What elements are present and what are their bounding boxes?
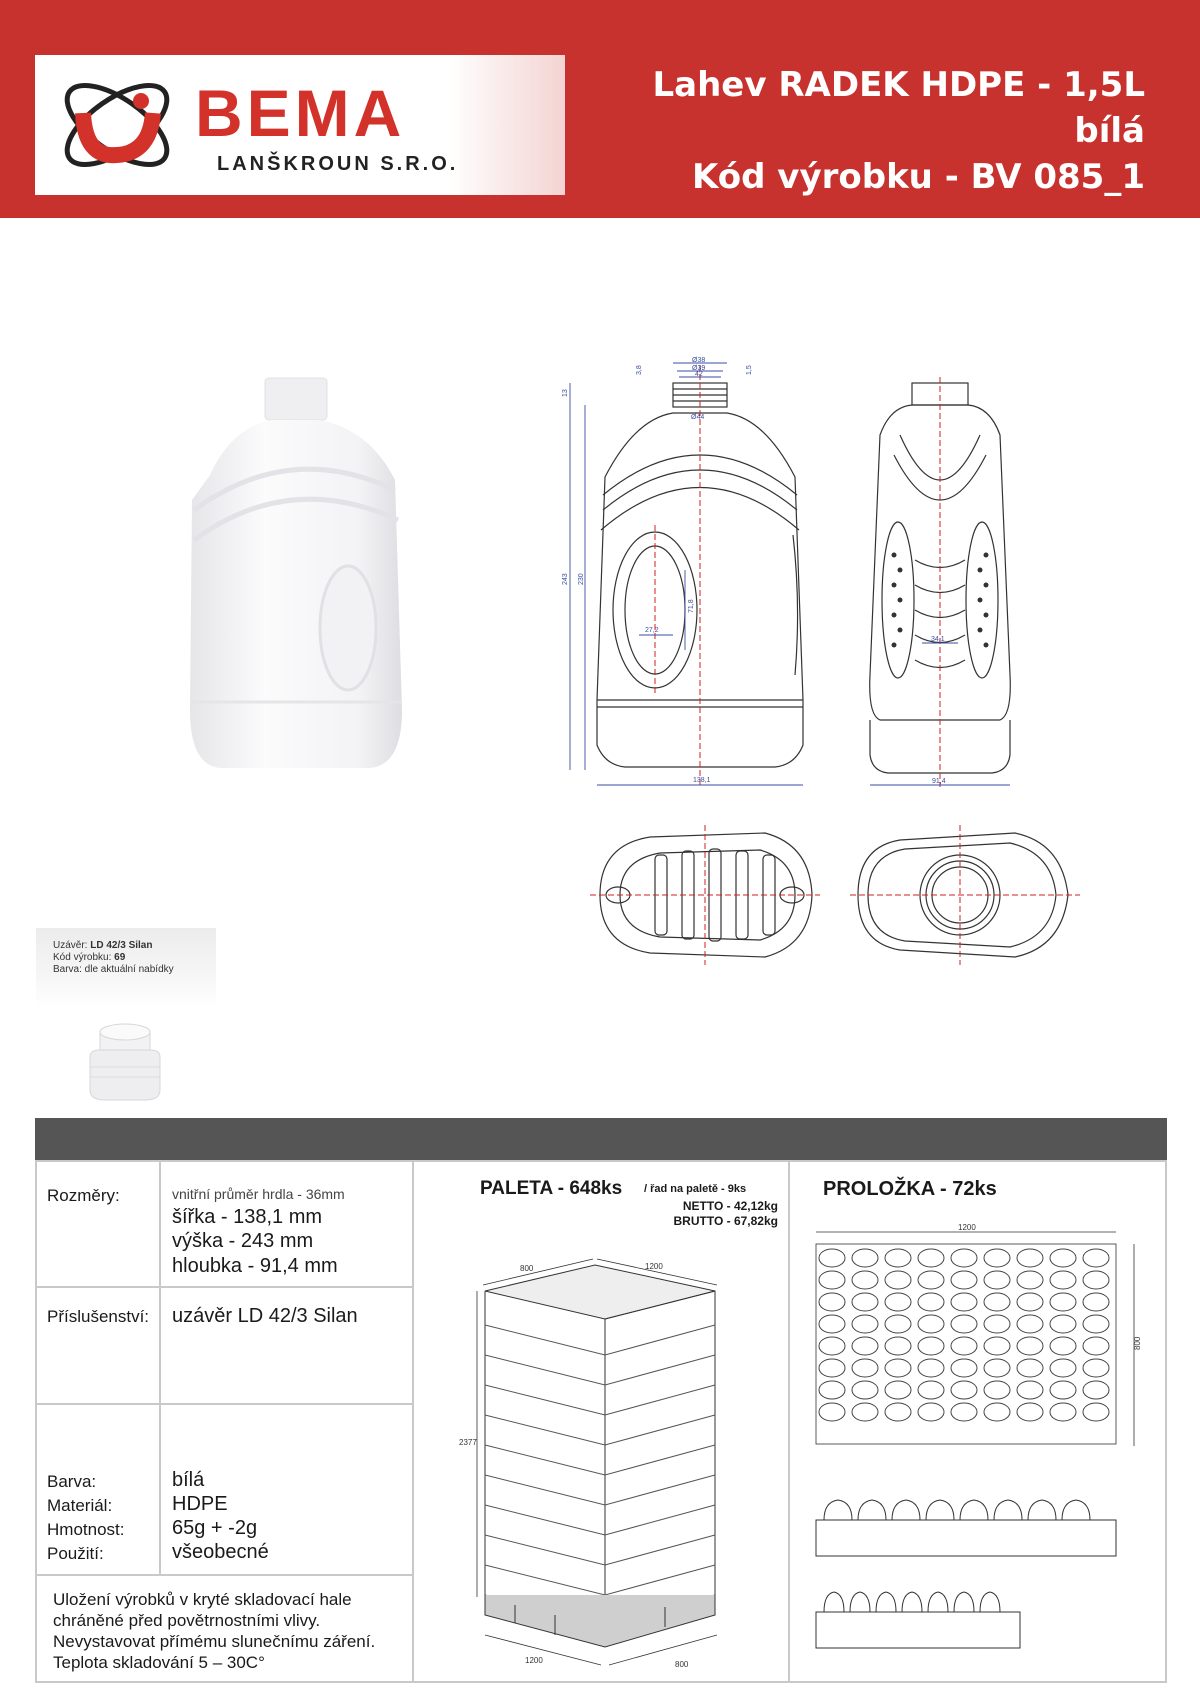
dim-3-8: 3,8 — [636, 365, 643, 375]
material-value: HDPE — [172, 1493, 228, 1515]
dim-91-4: 91,4 — [932, 778, 946, 785]
storage-line-1: Uložení výrobků v kryté skladovací hale — [53, 1590, 352, 1609]
depth-value: hloubka - 91,4 mm — [172, 1255, 338, 1277]
palette-brutto: BRUTTO - 67,82kg — [673, 1214, 778, 1228]
dim-71-8: 71,8 — [688, 599, 695, 613]
cap-line-code — [53, 952, 199, 964]
dim-d44: Ø44 — [691, 414, 705, 421]
technical-drawing-front — [545, 345, 825, 795]
dim-230: 230 — [578, 573, 585, 585]
prolozka-drawing — [810, 1220, 1150, 1650]
palette-dim-800-top: 800 — [520, 1264, 534, 1273]
hmotnost-label: Hmotnost: — [47, 1520, 125, 1539]
cap-info-card — [36, 928, 216, 1008]
palette-dim-800-bottom: 800 — [675, 1660, 689, 1669]
palette-dim-1200-top: 1200 — [645, 1262, 663, 1271]
height-value: výška - 243 mm — [172, 1230, 314, 1252]
prolozka-title: PROLOŽKA - 72ks — [823, 1178, 997, 1200]
palette-netto: NETTO - 42,12kg — [682, 1199, 778, 1213]
prislusenstvi-value: uzávěr LD 42/3 Silan — [172, 1305, 358, 1327]
company-logo — [35, 55, 565, 195]
pouziti-value: všeobecné — [172, 1541, 269, 1563]
material-label: Materiál: — [47, 1496, 113, 1515]
bottle-photo — [170, 370, 430, 780]
dim-42: 42 — [695, 371, 703, 378]
title-line-3: Kód výrobku - BV 085_1 — [692, 157, 1145, 197]
prolozka-dim-height: 800 — [1133, 1336, 1142, 1350]
palette-drawing — [455, 1235, 745, 1675]
storage-note — [53, 1589, 413, 1673]
cap-closure-value: LD 42/3 Silan — [90, 940, 153, 951]
cap-code-value: 69 — [114, 952, 126, 963]
hmotnost-value: 65g + -2g — [172, 1517, 258, 1539]
cap-line-closure — [53, 940, 199, 952]
product-title — [652, 62, 1145, 200]
barva-value: bílá — [172, 1469, 205, 1491]
dim-d38: Ø38 — [692, 357, 706, 364]
palette-per-row: / řad na paletě - 9ks — [644, 1183, 747, 1195]
technical-drawing-bottom — [590, 825, 820, 965]
logo-orbit-icon — [55, 63, 190, 188]
dim-13: 13 — [562, 389, 569, 397]
rozmery-label: Rozměry: — [47, 1186, 120, 1205]
width-value: šířka - 138,1 mm — [172, 1206, 323, 1228]
cap-line-color: Barva: dle aktuální nabídky — [53, 964, 174, 975]
dim-d39: Ø39 — [692, 365, 706, 372]
neck-diameter: vnitřní průměr hrdla - 36mm — [172, 1186, 345, 1202]
prolozka-dim-width: 1200 — [958, 1223, 976, 1232]
section-divider-bar — [35, 1118, 1167, 1160]
row-divider-2 — [35, 1403, 414, 1405]
dim-34-1: 34,1 — [931, 636, 945, 643]
palette-dim-1200-bottom: 1200 — [525, 1656, 543, 1665]
storage-line-2: chráněné před povětrnostními vlivy. — [53, 1611, 321, 1630]
prislusenstvi-label: Příslušenství: — [47, 1307, 150, 1326]
technical-drawing-top — [850, 825, 1080, 965]
cap-photo — [85, 1012, 165, 1102]
row-divider-3 — [35, 1574, 414, 1576]
palette-dim-height: 2377 — [459, 1438, 477, 1447]
palette-title: PALETA - 648ks — [480, 1178, 623, 1199]
pouziti-label: Použití: — [47, 1544, 104, 1563]
dim-243: 243 — [562, 573, 569, 585]
row-divider-1 — [35, 1286, 414, 1288]
storage-line-4: Teplota skladování 5 – 30C° — [53, 1653, 265, 1672]
cap-code-label: Kód výrobku: — [53, 952, 115, 963]
header-banner — [0, 0, 1200, 218]
title-line-1: Lahev RADEK HDPE - 1,5L — [652, 65, 1145, 105]
technical-drawing-side — [860, 375, 1020, 795]
title-line-2: bílá — [1074, 111, 1145, 151]
dim-1-5: 1,5 — [746, 365, 753, 375]
logo-brand-text: BEMA — [195, 76, 406, 150]
dim-27-2: 27,2 — [645, 627, 659, 634]
palette-weights — [674, 1199, 778, 1229]
logo-subtitle: LANŠKROUN S.R.O. — [217, 153, 459, 175]
cap-closure-label: Uzávěr: — [53, 940, 91, 951]
dim-138-1: 138,1 — [693, 777, 711, 784]
storage-line-3: Nevystavovat přímému slunečnímu záření. — [53, 1632, 376, 1651]
barva-label: Barva: — [47, 1472, 97, 1491]
